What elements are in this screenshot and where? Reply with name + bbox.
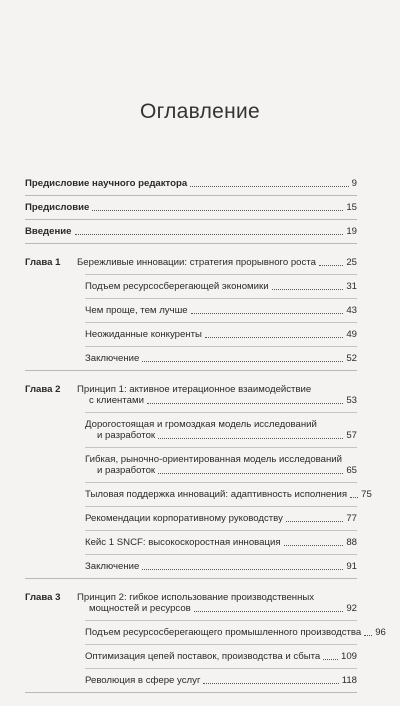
section-entry-line — [25, 353, 357, 364]
entry-text — [25, 226, 357, 237]
section-entry-line — [25, 465, 357, 476]
front-entry-line — [25, 202, 357, 213]
section-entry — [25, 627, 386, 638]
page-number: 49 — [346, 329, 357, 340]
entry-text — [77, 395, 357, 406]
chapter-entry-line — [25, 592, 357, 603]
section-entry — [25, 329, 357, 340]
entry-title: Принцип 1: активное итерационное взаимодействие — [77, 384, 312, 395]
section-entry-line — [25, 281, 357, 292]
entry-title: и разработок — [97, 430, 156, 441]
leader-dots — [194, 611, 344, 612]
entry-title: и разработок — [97, 465, 156, 476]
page-number: 88 — [346, 537, 357, 548]
entry-title: Оптимизация цепей поставок, производства и сбыта — [85, 651, 321, 662]
leader-dots — [147, 403, 343, 404]
leader-dots — [203, 683, 338, 684]
section-entry-line — [25, 489, 372, 500]
entry-text — [25, 202, 357, 213]
chapter-number: Глава 2 — [25, 384, 61, 395]
section-entry — [25, 513, 357, 524]
page-number: 52 — [346, 353, 357, 364]
section-entry-line — [25, 419, 357, 430]
entry-title: Заключение — [85, 353, 140, 364]
entry-text — [77, 489, 372, 500]
entry-title: Дорогостоящая и громоздкая модель исследований — [85, 419, 317, 430]
section-entry — [25, 419, 357, 441]
chapter-entry-line — [25, 257, 357, 268]
section-entry — [25, 537, 357, 548]
entry-text — [77, 537, 357, 548]
front-entry — [25, 226, 357, 237]
leader-dots — [92, 210, 343, 211]
entry-text — [77, 430, 357, 441]
section-entry-line — [25, 561, 357, 572]
page-number: 57 — [346, 430, 357, 441]
leader-dots — [205, 337, 343, 338]
section-entry — [25, 561, 357, 572]
leader-dots — [191, 313, 344, 314]
entry-title: Заключение — [85, 561, 140, 572]
leader-dots — [158, 438, 343, 439]
page-number: 53 — [346, 395, 357, 406]
entry-text — [77, 384, 357, 395]
section-entry-line — [25, 454, 357, 465]
front-entry-line — [25, 178, 357, 189]
leader-dots — [364, 635, 372, 636]
entry-title: Принцип 2: гибкое использование производственных — [77, 592, 315, 603]
section-entry — [25, 675, 357, 686]
section-entry-line — [25, 329, 357, 340]
entry-text — [77, 419, 357, 430]
entry-text — [77, 675, 357, 686]
page-title: Оглавление — [139, 100, 261, 124]
entry-text — [25, 178, 357, 189]
leader-dots — [158, 473, 343, 474]
table-of-contents — [25, 178, 386, 706]
leader-dots — [142, 361, 343, 362]
entry-title: Неожиданные конкуренты — [85, 329, 202, 340]
chapter-number: Глава 1 — [25, 257, 61, 268]
chapter-number: Глава 3 — [25, 592, 61, 603]
page-number: 109 — [340, 651, 357, 662]
entry-title: Введение — [25, 226, 72, 237]
entry-text — [77, 603, 357, 614]
leader-dots — [142, 569, 343, 570]
entry-title: Революция в сфере услуг — [85, 675, 201, 686]
page-number: 92 — [346, 603, 357, 614]
leader-dots — [284, 545, 344, 546]
section-entry — [25, 305, 357, 316]
page-number: 75 — [361, 489, 372, 500]
entry-text — [77, 513, 357, 524]
page-number: 25 — [346, 257, 357, 268]
page-number: 91 — [346, 561, 357, 572]
front-entry — [25, 202, 357, 213]
leader-dots — [319, 265, 343, 266]
page-number: 15 — [346, 202, 357, 213]
entry-title: Предисловие научного редактора — [25, 178, 188, 189]
page-number: 65 — [346, 465, 357, 476]
entry-title: с клиентами — [89, 395, 144, 406]
entry-title: Подъем ресурсосберегающего промышленного производства — [85, 627, 362, 638]
entry-title: Предисловие — [25, 202, 90, 213]
page-number: 9 — [351, 178, 357, 189]
section-entry-line — [25, 513, 357, 524]
entry-text — [77, 305, 357, 316]
section-entry-line — [25, 675, 357, 686]
entry-text — [77, 454, 357, 465]
page-number: 96 — [375, 627, 386, 638]
chapter-entry-line — [25, 603, 357, 614]
section-entry — [25, 454, 357, 476]
entry-text — [77, 627, 386, 638]
chapter-entry — [25, 257, 357, 268]
leader-dots — [323, 659, 338, 660]
entry-title: Тыловая поддержка инноваций: адаптивность исполнения — [85, 489, 348, 500]
entry-text — [77, 592, 357, 603]
entry-text — [77, 561, 357, 572]
entry-title: Кейс 1 SNCF: высокоскоростная инновация — [85, 537, 281, 548]
entry-text — [77, 329, 357, 340]
section-entry-line — [25, 430, 357, 441]
section-entry — [25, 489, 372, 500]
entry-title: Рекомендации корпоративному руководству — [85, 513, 283, 524]
chapter-entry — [25, 384, 357, 406]
entry-title: Гибкая, рыночно-ориентированная модель исследований — [85, 454, 343, 465]
leader-dots — [272, 289, 344, 290]
section-entry — [25, 353, 357, 364]
leader-dots — [286, 521, 343, 522]
leader-dots — [190, 186, 348, 187]
front-entry — [25, 178, 357, 189]
page-number: 118 — [341, 675, 357, 686]
entry-text — [77, 353, 357, 364]
chapter-entry — [25, 592, 357, 614]
section-entry — [25, 281, 357, 292]
chapter-entry-line — [25, 395, 357, 406]
section-entry-line — [25, 537, 357, 548]
entry-title: Бережливые инновации: стратегия прорывного роста — [77, 257, 316, 268]
section-entry-line — [25, 627, 386, 638]
section-entry-line — [25, 305, 357, 316]
page-number: 43 — [346, 305, 357, 316]
section-entry — [25, 651, 357, 662]
entry-text — [77, 281, 357, 292]
chapter-entry-line — [25, 384, 357, 395]
front-entry-line — [25, 226, 357, 237]
entry-text — [77, 257, 357, 268]
section-entry-line — [25, 651, 357, 662]
page-number: 19 — [346, 226, 357, 237]
leader-dots — [350, 497, 358, 498]
entry-title: Подъем ресурсосберегающей экономики — [85, 281, 269, 292]
leader-dots — [75, 234, 344, 235]
entry-title: мощностей и ресурсов — [89, 603, 191, 614]
page-number: 77 — [346, 513, 357, 524]
entry-text — [77, 465, 357, 476]
entry-text — [77, 651, 357, 662]
entry-title: Чем проще, тем лучше — [85, 305, 188, 316]
page-number: 31 — [346, 281, 357, 292]
